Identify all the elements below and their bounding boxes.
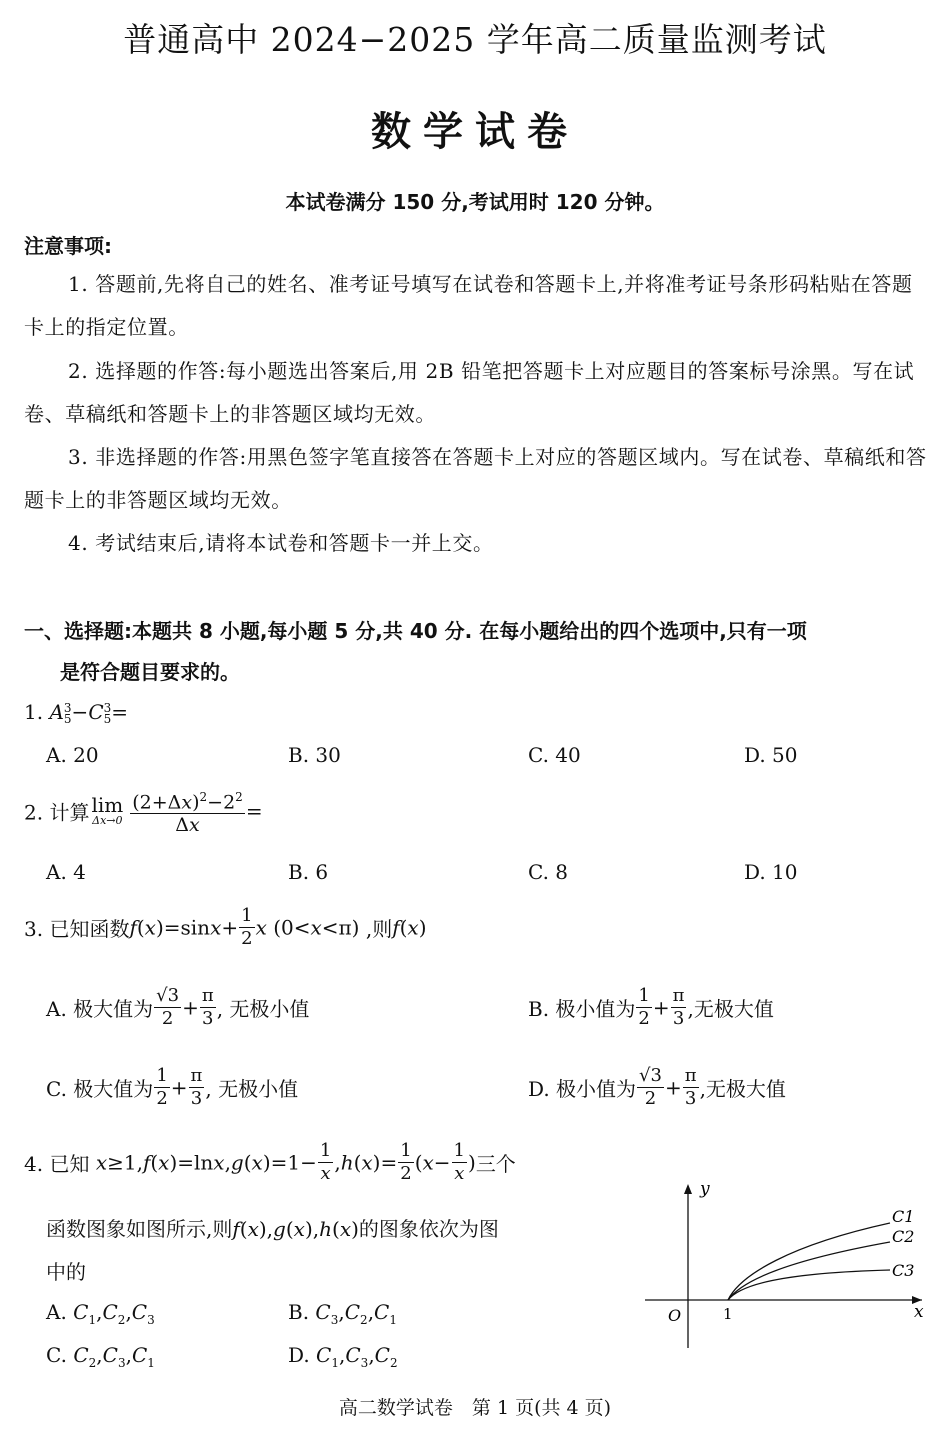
note-item-3: 3. 非选择题的作答:用黑色签字笔直接答在答题卡上对应的答题区域内。写在试卷、草稿纸和答题卡上的非答题区域均无效。 [24, 445, 927, 512]
section-1-line-2: 是符合题目要求的。 [60, 660, 240, 684]
question-4-line-2: 函数图象如图所示,则f(x),g(x),h(x)的图象依次为图 [46, 1217, 499, 1241]
question-4-line-3: 中的 [46, 1260, 86, 1284]
question-4: 4. 已知 x≥1,f(x)=lnx,g(x)=1− $\frac{1}{x}$ ,h(x)= $\frac{1}{2}$ (x− $\frac{1}{x}$ )三个 [24, 1140, 516, 1184]
q3-option-a: A. 极大值为 $\frac{√3}{2}$ + $\frac{\pi}{3}$ , 无极小值 [46, 985, 310, 1029]
question-1-formula: A 3 5 −C 3 5 = [49, 700, 129, 726]
question-2: 2. 计算 lim Δx→0 $\frac{(2+\Delta x)^2-2^2}{\Delta x}$ = [24, 786, 263, 836]
q2-option-c: C. 8 [528, 860, 569, 884]
q4-option-b: B. $C_3,C_2,C_1$ [288, 1300, 397, 1327]
q4-option-a: A. $C_1,C_2,C_3$ [46, 1300, 155, 1327]
q1-option-d: D. 50 [744, 743, 798, 767]
q4-option-c: C. $C_2,C_3,C_1$ [46, 1343, 155, 1370]
y-axis-label: y [700, 1180, 710, 1199]
y-axis-arrow-icon [684, 1184, 692, 1194]
note-item-1: 1. 答题前,先将自己的姓名、准考证号填写在试卷和答题卡上,并将准考证号条形码粘贴在答题卡上的指定位置。 [24, 272, 913, 339]
q1-option-b: B. 30 [288, 743, 341, 767]
page-footer: 高二数学试卷 第 1 页(共 4 页) [338, 1397, 612, 1419]
q3-option-c: C. 极大值为 $\frac{1}{2}$ + $\frac{\pi}{3}$ , 无极小值 [46, 1065, 299, 1109]
tick-label-1: 1 [723, 1305, 733, 1323]
question-2-fraction: $\frac{(2+\Delta x)^2-2^2}{\Delta x}$ [130, 786, 245, 836]
origin-label: O [668, 1306, 682, 1325]
section-1-line-1: 一、选择题:本题共 8 小题,每小题 5 分,共 40 分. 在每小题给出的四个选项中,只有一项 [24, 619, 807, 643]
q1-option-c: C. 40 [528, 743, 581, 767]
exam-title: 普通高中 2024−2025 学年高二质量监测考试 [123, 20, 827, 59]
x-axis-label: x [914, 1302, 924, 1322]
notes-heading: 注意事项: [24, 234, 112, 258]
q2-option-a: A. 4 [46, 860, 86, 884]
limit-operator: lim Δx→0 [91, 793, 124, 828]
q2-option-b: B. 6 [288, 860, 329, 884]
curve-label-c2: C2 [892, 1227, 915, 1246]
question-2-prefix: 2. 计算 [24, 800, 90, 825]
q1-option-a: A. 20 [46, 743, 99, 767]
question-3-function: f(x)=sinx+ [129, 915, 239, 940]
curve-label-c1: C1 [892, 1207, 915, 1226]
exam-subject: 数学试卷 [371, 109, 579, 155]
q3-option-b: B. 极小值为 $\frac{1}{2}$ + $\frac{\pi}{3}$ ,无极大值 [528, 985, 774, 1029]
function-graph [640, 1180, 940, 1350]
question-3-prefix: 3. 已知函数 [24, 917, 130, 941]
curve-label-c3: C3 [892, 1261, 915, 1280]
q4-option-d: D. $C_1,C_3,C_2$ [288, 1343, 398, 1370]
question-1-number: 1. [24, 700, 44, 724]
question-3: 3. 已知函数f(x)=sinx+ $\frac{1}{2}$ x (0<x<π) ,则f(x) [24, 905, 427, 949]
q2-option-d: D. 10 [744, 860, 798, 884]
q3-option-d: D. 极小值为 $\frac{√3}{2}$ + $\frac{\pi}{3}$ ,无极大值 [528, 1065, 786, 1109]
question-1 [24, 700, 128, 725]
note-item-4: 4. 考试结束后,请将本试卷和答题卡一并上交。 [68, 531, 494, 555]
exam-meta: 本试卷满分 150 分,考试用时 120 分钟。 [285, 190, 665, 214]
note-item-2: 2. 选择题的作答:每小题选出答案后,用 2B 铅笔把答题卡上对应题目的答案标号涂黑。写在试卷、草稿纸和答题卡上的非答题区域均无效。 [24, 359, 915, 426]
curve-c1 [728, 1223, 890, 1300]
